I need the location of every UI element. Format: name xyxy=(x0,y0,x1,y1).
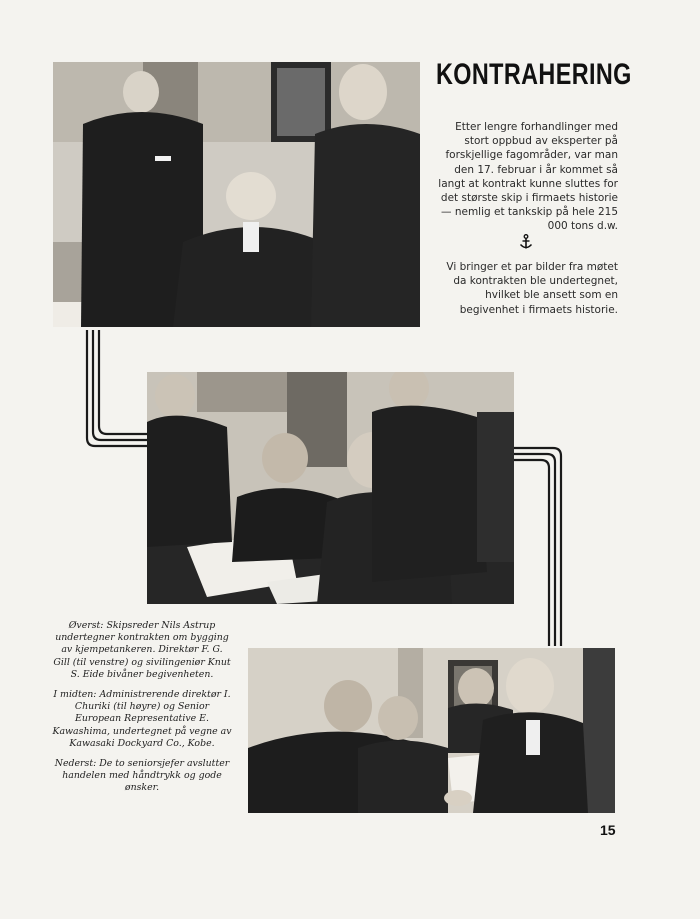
anchor-icon xyxy=(518,234,534,250)
page-number: 15 xyxy=(600,822,616,838)
page-title: KONTRAHERING xyxy=(436,58,632,91)
intro-paragraph: Etter lengre forhandlinger med stort oppbud av eksperter på forskjellige fagområder, var man den 17. februar i år kommet så langt at kontrakt kunne sluttes for det største skip i firmaets historie — nemlig et tankskip på hele 215 000 tons d.w. xyxy=(438,121,618,233)
photo-captions xyxy=(52,620,232,803)
caption-middle: I midten: Administrerende direktør I. Churiki (til høyre) og Senior European Representative E. Kawashima, undertegnet på vegne av Kawasaki Dockyard Co., Kobe. xyxy=(52,689,232,749)
caption-top: Øverst: Skipsreder Nils Astrup undertegner kontrakten om bygging av kjempetankeren. Direktør F. G. Gill (til venstre) og sivilingeniør Knut S. Eide bivåner begivenheten. xyxy=(53,620,231,680)
photo-contract-signing-top xyxy=(53,62,420,327)
photo-contract-signing-middle xyxy=(147,372,514,604)
caption-bottom: Nederst: De to seniorsjefer avslutter handelen med håndtrykk og gode ønsker. xyxy=(54,758,230,794)
photo-handshake xyxy=(248,648,615,813)
intro-paragraph-secondary: Vi bringer et par bilder fra møtet da kontrakten ble undertegnet, hvilket ble ansett som en begivenhet i firmaets historie. xyxy=(446,261,618,316)
